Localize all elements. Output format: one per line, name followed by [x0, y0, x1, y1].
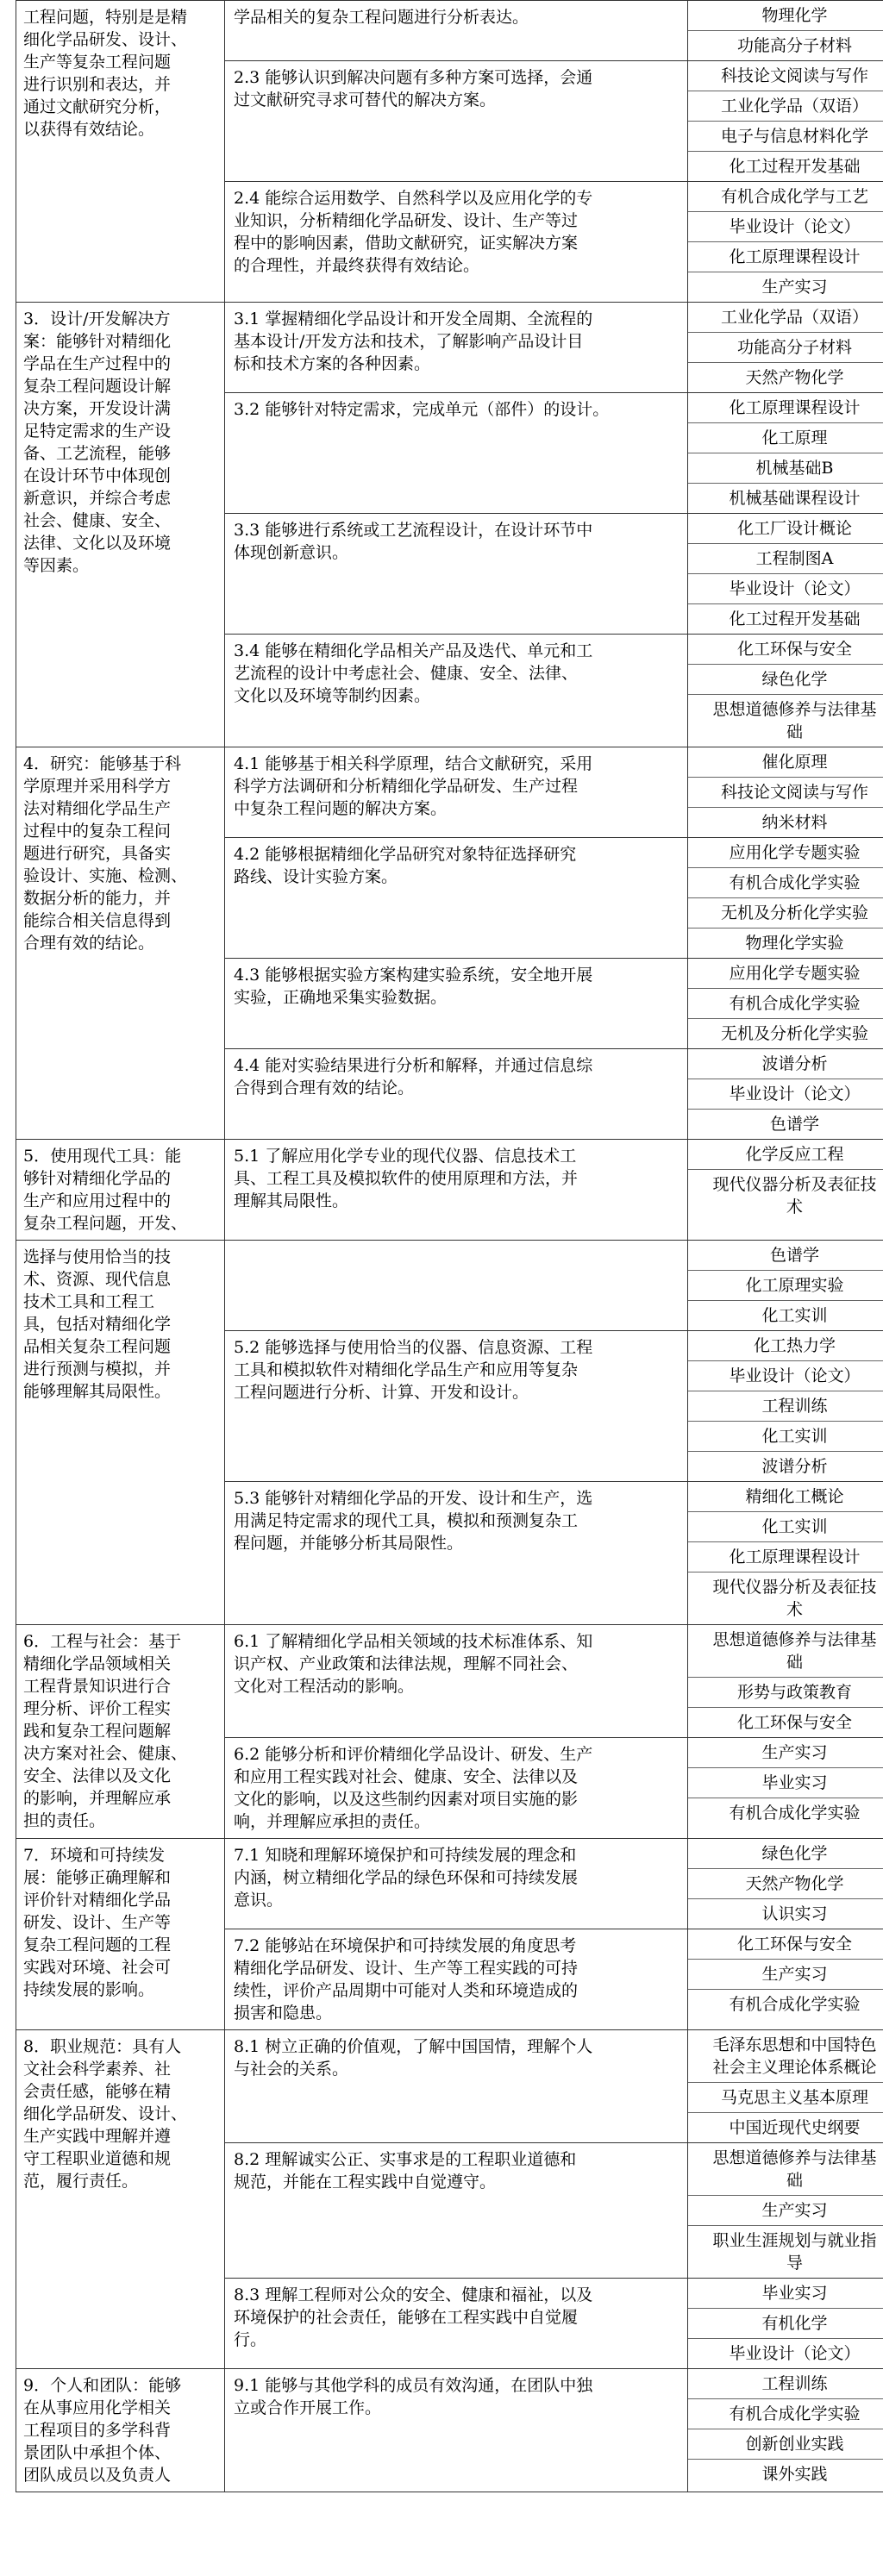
course-cell: [688, 1929, 883, 2030]
course-item: 有机合成化学实验: [688, 868, 883, 898]
table-row: [16, 303, 883, 393]
course-cell: [688, 1, 883, 61]
indicator-cell: 6.1 了解精细化学品相关领域的技术标准体系、知 识产权、产业政策和法律法规，理解不同社会、 文化对工程活动的影响。: [225, 1625, 688, 1738]
indicator-cell: 2.4 能综合运用数学、自然科学以及应用化学的专 业知识，分析精细化学品研发、设计、生产等过 程中的影响因素，借助文献研究，证实解决方案 的合理性，并最终获得有效结论。: [225, 182, 688, 303]
requirement-cell: 8．职业规范：具有人 文社会科学素养、社 会责任感，能够在精 细化学品研发、设计、 生产实践中理解并遵 守工程职业道德和规 范，履行责任。: [16, 2030, 225, 2369]
course-cell: [688, 635, 883, 747]
course-item: 毕业实习: [688, 1768, 883, 1798]
course-item: 机械基础B: [688, 453, 883, 484]
course-item: 波谱分析: [761, 1457, 828, 1476]
course-cell: [688, 303, 883, 393]
table-row: [16, 1140, 883, 1241]
requirement-cell: 4．研究：能够基于科 学原理并采用科学方 法对精细化学品生产 过程中的复杂工程问 题进行研究，具备实 验设计、实施、检测、 数据分析的能力，并 能综合相关信息得到 合理有效的结论。: [16, 747, 225, 1140]
course-item: 物理化学实验: [745, 934, 844, 953]
course-item: 形势与政策教育: [688, 1678, 883, 1708]
course-cell: [688, 1140, 883, 1241]
indicator-cell: 4.3 能够根据实验方案构建实验系统，安全地开展 实验，正确地采集实验数据。: [225, 959, 688, 1049]
course-item: 科技论文阅读与写作: [688, 778, 883, 808]
course-item: 化工原理课程设计: [688, 393, 883, 423]
course-item: 工程制图A: [688, 544, 883, 574]
course-item: 化工环保与安全: [688, 635, 883, 665]
table-row: [16, 1625, 883, 1738]
course-item: 生产实习: [688, 1960, 883, 1990]
requirement-cell: 9．个人和团队：能够 在从事应用化学相关 工程项目的多学科背 景团队中承担个体、 团队成员以及负责人: [16, 2369, 225, 2492]
course-item: 工业化学品（双语）: [688, 303, 883, 333]
course-item: 生产实习: [688, 2196, 883, 2226]
course-item: 创新创业实践: [688, 2429, 883, 2460]
course-cell: [688, 2279, 883, 2369]
indicator-cell: 4.1 能够基于相关科学原理，结合文献研究，采用 科学方法调研和分析精细化学品研发、生产过程 中复杂工程问题的解决方案。: [225, 747, 688, 838]
course-item: 工程训练: [688, 1391, 883, 1422]
course-cell: [688, 1482, 883, 1625]
course-item: 纳米材料: [761, 813, 828, 832]
course-item: 毕业设计（论文）: [688, 1079, 883, 1110]
indicator-cell: 3.3 能够进行系统或工艺流程设计，在设计环节中 体现创新意识。: [225, 514, 688, 635]
course-item: 化工原理: [688, 423, 883, 453]
requirement-cell: 工程问题，特别是是精 细化学品研发、设计、 生产等复杂工程问题 进行识别和表达，并 通过文献研究分析， 以获得有效结论。: [16, 1, 225, 303]
course-item: 思想道德修养与法律基 础: [688, 1625, 883, 1678]
course-item: 现代仪器分析及表征技 术: [712, 1578, 877, 1619]
course-item: 现代仪器分析及表征技 术: [712, 1175, 877, 1216]
indicator-cell: 5.1 了解应用化学专业的现代仪器、信息技术工 具、工程工具及模拟软件的使用原理和方法，并 理解其局限性。: [225, 1140, 688, 1241]
course-item: 有机合成化学实验: [729, 1995, 861, 2014]
course-item: 科技论文阅读与写作: [688, 61, 883, 91]
indicator-cell: 3.2 能够针对特定需求，完成单元（部件）的设计。: [225, 393, 688, 514]
course-item: 色谱学: [688, 1241, 883, 1271]
course-item: 天然产物化学: [745, 368, 844, 387]
course-item: 工业化学品（双语）: [688, 91, 883, 122]
course-cell: [688, 182, 883, 303]
course-item: 中国近现代史纲要: [729, 2118, 861, 2137]
indicator-cell: 8.2 理解诚实公正、实事求是的工程职业道德和 规范，并能在工程实践中自觉遵守。: [225, 2143, 688, 2279]
table-row: [16, 2369, 883, 2492]
course-item: 波谱分析: [688, 1049, 883, 1079]
course-item: 有机合成化学实验: [688, 2399, 883, 2429]
indicator-cell: 6.2 能够分析和评价精细化学品设计、研发、生产 和应用工程实践对社会、健康、安全、法律以及 文化的影响，以及这些制约因素对项目实施的影 响，并理解应承担的责任。: [225, 1738, 688, 1839]
requirement-cell: 5．使用现代工具：能 够针对精细化学品的 生产和应用过程中的 复杂工程问题，开发、: [16, 1140, 225, 1241]
course-item: 无机及分析化学实验: [720, 1024, 868, 1043]
course-item: 毛泽东思想和中国特色 社会主义理论体系概论: [688, 2030, 883, 2083]
course-item: 应用化学专题实验: [688, 959, 883, 989]
course-item: 化工原理课程设计: [688, 1542, 883, 1572]
indicator-cell: 2.3 能够认识到解决问题有多种方案可选择，会通 过文献研究寻求可替代的解决方案。: [225, 61, 688, 182]
indicator-cell: 8.1 树立正确的价值观，了解中国国情，理解个人 与社会的关系。: [225, 2030, 688, 2143]
table-row: [16, 1, 883, 61]
indicator-cell: 3.1 掌握精细化学品设计和开发全周期、全流程的 基本设计/开发方法和技术，了解影响产品设计目 标和技术方案的各种因素。: [225, 303, 688, 393]
course-item: 化工原理实验: [688, 1271, 883, 1301]
document: [16, 0, 877, 2492]
indicator-cell: 5.3 能够针对精细化学品的开发、设计和生产，选 用满足特定需求的现代工具，模拟和预测复杂工 程问题，并能够分析其局限性。: [225, 1482, 688, 1625]
indicator-cell: 5.2 能够选择与使用恰当的仪器、信息资源、工程 工具和模拟软件对精细化学品生产和应用等复杂 工程问题进行分析、计算、开发和设计。: [225, 1331, 688, 1482]
course-item: 化学反应工程: [688, 1140, 883, 1170]
course-item: 功能高分子材料: [736, 36, 852, 55]
course-item: 思想道德修养与法律基 础: [712, 700, 877, 741]
course-item: 生产实习: [761, 278, 828, 297]
course-item: 无机及分析化学实验: [688, 898, 883, 928]
course-cell: [688, 2369, 883, 2492]
requirement-cell: 7．环境和可持续发 展：能够正确理解和 评价针对精细化学品 研发、设计、生产等 复杂工程问题的工程 实践对环境、社会可 持续发展的影响。: [16, 1839, 225, 2030]
table-row: [16, 1839, 883, 1929]
course-item: 生产实习: [688, 1738, 883, 1768]
course-item: 有机合成化学实验: [688, 989, 883, 1019]
table-row: [16, 1241, 883, 1331]
requirement-cell: 选择与使用恰当的技 术、资源、现代信息 技术工具和工程工 具，包括对精细化学 品相关复杂工程问题 进行预测与模拟，并 能够理解其局限性。: [16, 1241, 225, 1625]
course-item: 毕业设计（论文）: [688, 574, 883, 604]
requirement-cell: 6．工程与社会：基于 精细化学品领域相关 工程背景知识进行合 理分析、评价工程实 践和复杂工程问题解 决方案对社会、健康、 安全、法律以及文化 的影响，并理解应承 担的责任。: [16, 1625, 225, 1839]
course-cell: [688, 2030, 883, 2143]
course-item: 催化原理: [688, 747, 883, 778]
course-item: 化工热力学: [688, 1331, 883, 1361]
course-item: 毕业设计（论文）: [688, 212, 883, 242]
indicator-cell: 3.4 能够在精细化学品相关产品及迭代、单元和工 艺流程的设计中考虑社会、健康、安全、法律、 文化以及环境等制约因素。: [225, 635, 688, 747]
course-item: 毕业实习: [688, 2279, 883, 2309]
course-item: 有机合成化学与工艺: [688, 182, 883, 212]
course-cell: [688, 1625, 883, 1738]
table-body: [16, 1, 883, 2492]
table-row: [16, 747, 883, 838]
course-item: 化工环保与安全: [688, 1929, 883, 1960]
course-item: 马克思主义基本原理: [688, 2083, 883, 2113]
course-cell: [688, 1738, 883, 1839]
course-item: 精细化工概论: [688, 1482, 883, 1512]
course-item: 化工实训: [688, 1512, 883, 1542]
indicator-cell: 7.2 能够站在环境保护和可持续发展的角度思考 精细化学品研发、设计、生产等工程实践的可持 续性，评价产品周期中可能对人类和环境造成的 损害和隐患。: [225, 1929, 688, 2030]
indicator-cell: 7.1 知晓和理解环境保护和可持续发展的理念和 内涵，树立精细化学品的绿色环保和可持续发展 意识。: [225, 1839, 688, 1929]
course-cell: [688, 1331, 883, 1482]
graduation-requirements-table: [16, 0, 883, 2492]
requirement-cell: 3．设计/开发解决方 案：能够针对精细化 学品在生产过程中的 复杂工程问题设计解 决方案，开发设计满 足特定需求的生产设 备、工艺流程，能够 在设计环节中体现创 新意识，并综合考虑 社会、健康、安全、 法律、文化以及环境 等因素。: [16, 303, 225, 747]
course-item: 化工实训: [688, 1422, 883, 1452]
course-cell: [688, 747, 883, 838]
course-item: 绿色化学: [688, 665, 883, 695]
course-cell: [688, 61, 883, 182]
indicator-cell: 4.4 能对实验结果进行分析和解释，并通过信息综 合得到合理有效的结论。: [225, 1049, 688, 1140]
course-cell: [688, 514, 883, 635]
course-cell: [688, 1839, 883, 1929]
indicator-cell: 9.1 能够与其他学科的成员有效沟通，在团队中独 立或合作开展工作。: [225, 2369, 688, 2492]
course-cell: [688, 2143, 883, 2279]
course-item: 化工厂设计概论: [688, 514, 883, 544]
course-item: 色谱学: [769, 1115, 819, 1134]
indicator-cell: 学品相关的复杂工程问题进行分析表达。: [225, 1, 688, 61]
course-item: 机械基础课程设计: [729, 489, 861, 508]
course-item: 课外实践: [761, 2465, 828, 2484]
course-item: 化工原理课程设计: [688, 242, 883, 272]
course-item: 化工实训: [761, 1306, 828, 1325]
course-item: 毕业设计（论文）: [688, 1361, 883, 1391]
course-cell: [688, 838, 883, 959]
course-item: 绿色化学: [688, 1839, 883, 1869]
course-item: 化工过程开发基础: [729, 157, 861, 176]
table-row: [16, 2030, 883, 2143]
course-cell: [688, 1241, 883, 1331]
course-item: 有机化学: [688, 2309, 883, 2339]
course-item: 功能高分子材料: [688, 333, 883, 363]
indicator-cell: 4.2 能够根据精细化学品研究对象特征选择研究 路线、设计实验方案。: [225, 838, 688, 959]
course-item: 化工过程开发基础: [729, 610, 861, 628]
course-cell: [688, 393, 883, 514]
course-cell: [688, 1049, 883, 1140]
course-item: 天然产物化学: [688, 1869, 883, 1899]
indicator-cell: [225, 1241, 688, 1331]
course-item: 有机合成化学实验: [729, 1804, 861, 1823]
course-cell: [688, 959, 883, 1049]
indicator-cell: 8.3 理解工程师对公众的安全、健康和福祉，以及 环境保护的社会责任，能够在工程实践中自觉履 行。: [225, 2279, 688, 2369]
course-item: 物理化学: [688, 1, 883, 31]
course-item: 化工环保与安全: [736, 1713, 852, 1732]
course-item: 职业生涯规划与就业指 导: [712, 2231, 877, 2273]
course-item: 思想道德修养与法律基 础: [688, 2143, 883, 2196]
course-item: 电子与信息材料化学: [688, 122, 883, 152]
course-item: 认识实习: [761, 1904, 828, 1923]
course-item: 应用化学专题实验: [688, 838, 883, 868]
course-item: 毕业设计（论文）: [729, 2344, 861, 2363]
course-item: 工程训练: [688, 2369, 883, 2399]
